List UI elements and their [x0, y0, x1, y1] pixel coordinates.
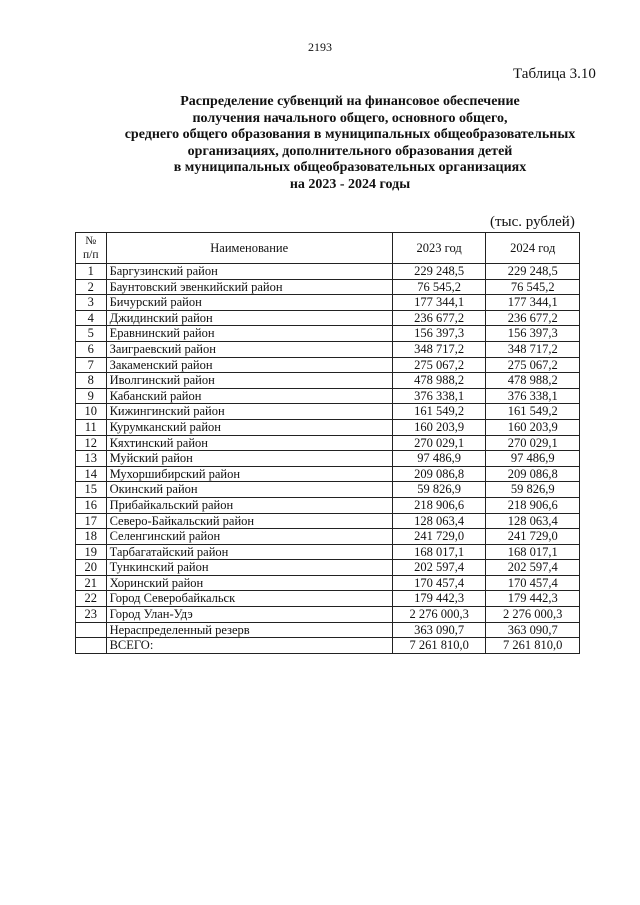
cell-num: 8: [76, 373, 107, 389]
title-line: на 2023 - 2024 годы: [289, 176, 411, 192]
table-row: [76, 466, 580, 482]
cell-name: Заиграевский район: [106, 341, 392, 357]
cell-2023: 241 729,0: [392, 529, 486, 545]
title-line: получения начального общего, основного общего,: [192, 110, 508, 126]
table-row: [76, 264, 580, 280]
table-row: [76, 513, 580, 529]
table-row: [76, 419, 580, 435]
cell-2024: 209 086,8: [486, 466, 580, 482]
table-row: [76, 295, 580, 311]
cell-num: 7: [76, 357, 107, 373]
title-line: организациях, дополнительного образования детей: [187, 143, 513, 159]
cell-name: Кабанский район: [106, 388, 392, 404]
cell-2023: 376 338,1: [392, 388, 486, 404]
cell-2024: 177 344,1: [486, 295, 580, 311]
cell-name: Бичурский район: [106, 295, 392, 311]
cell-name: Баунтовский эвенкийский район: [106, 279, 392, 295]
cell-2024: 7 261 810,0: [486, 638, 580, 654]
cell-num: 6: [76, 341, 107, 357]
table-body: [76, 264, 580, 654]
table-row: [76, 373, 580, 389]
table-row: [76, 482, 580, 498]
cell-num: 21: [76, 575, 107, 591]
cell-2023: 275 067,2: [392, 357, 486, 373]
cell-num: 11: [76, 419, 107, 435]
cell-2023: 7 261 810,0: [392, 638, 486, 654]
cell-2024: 156 397,3: [486, 326, 580, 342]
cell-2023: 161 549,2: [392, 404, 486, 420]
cell-2023: 128 063,4: [392, 513, 486, 529]
cell-2023: 179 442,3: [392, 591, 486, 607]
cell-2024: 202 597,4: [486, 560, 580, 576]
header-2023: 2023 год: [392, 233, 486, 264]
cell-2023: 2 276 000,3: [392, 607, 486, 623]
cell-2024: 275 067,2: [486, 357, 580, 373]
cell-2023: 177 344,1: [392, 295, 486, 311]
table-row: [76, 560, 580, 576]
cell-num: 3: [76, 295, 107, 311]
table-row: [76, 607, 580, 623]
cell-2024: 218 906,6: [486, 497, 580, 513]
cell-2023: 59 826,9: [392, 482, 486, 498]
cell-2023: 363 090,7: [392, 622, 486, 638]
cell-num: 22: [76, 591, 107, 607]
cell-num: 5: [76, 326, 107, 342]
cell-2023: 348 717,2: [392, 341, 486, 357]
cell-name: Курумканский район: [106, 419, 392, 435]
subvention-table: [75, 232, 580, 654]
header-num: [76, 233, 107, 264]
cell-num: 14: [76, 466, 107, 482]
header-name: Наименование: [106, 233, 392, 264]
cell-2024: 241 729,0: [486, 529, 580, 545]
cell-name: Окинский район: [106, 482, 392, 498]
table-row: [76, 529, 580, 545]
table-row: [76, 575, 580, 591]
cell-num: 4: [76, 310, 107, 326]
title-line: Распределение субвенций на финансовое обеспечение: [180, 94, 520, 109]
cell-num: [76, 638, 107, 654]
header-num-abbr: п/п: [83, 249, 99, 261]
cell-2024: 363 090,7: [486, 622, 580, 638]
cell-2023: 170 457,4: [392, 575, 486, 591]
cell-name: Город Улан-Удэ: [106, 607, 392, 623]
table-row: [76, 388, 580, 404]
title-line: среднего общего образования в муниципальных общеобразовательных: [124, 127, 576, 142]
cell-num: 20: [76, 560, 107, 576]
cell-name: Джидинский район: [106, 310, 392, 326]
cell-name: Мухоршибирский район: [106, 466, 392, 482]
cell-num: 23: [76, 607, 107, 623]
cell-2023: 478 988,2: [392, 373, 486, 389]
cell-2023: 236 677,2: [392, 310, 486, 326]
cell-2023: 76 545,2: [392, 279, 486, 295]
table-header-row: [76, 233, 580, 264]
cell-name: Тарбагатайский район: [106, 544, 392, 560]
cell-num: 13: [76, 451, 107, 467]
cell-2024: 478 988,2: [486, 373, 580, 389]
cell-2024: 168 017,1: [486, 544, 580, 560]
cell-name: Тункинский район: [106, 560, 392, 576]
cell-2024: 128 063,4: [486, 513, 580, 529]
header-2024: 2024 год: [486, 233, 580, 264]
cell-2023: 218 906,6: [392, 497, 486, 513]
cell-2023: 160 203,9: [392, 419, 486, 435]
cell-num: 2: [76, 279, 107, 295]
header-num-symbol: №: [85, 235, 97, 247]
page-number: 2193: [308, 40, 332, 54]
cell-name: Город Северобайкальск: [106, 591, 392, 607]
cell-2023: 97 486,9: [392, 451, 486, 467]
cell-2024: 59 826,9: [486, 482, 580, 498]
cell-2024: 376 338,1: [486, 388, 580, 404]
cell-2024: 270 029,1: [486, 435, 580, 451]
cell-2023: 202 597,4: [392, 560, 486, 576]
table-row: [76, 544, 580, 560]
cell-2023: 270 029,1: [392, 435, 486, 451]
table-label: Таблица 3.10: [513, 66, 596, 82]
cell-name: ВСЕГО:: [106, 638, 392, 654]
cell-name: Баргузинский район: [106, 264, 392, 280]
document-title: [80, 94, 620, 193]
cell-2023: 209 086,8: [392, 466, 486, 482]
cell-2024: 161 549,2: [486, 404, 580, 420]
cell-2024: 2 276 000,3: [486, 607, 580, 623]
table-row: [76, 341, 580, 357]
table-row: [76, 357, 580, 373]
table-row: [76, 310, 580, 326]
cell-name: Кяхтинский район: [106, 435, 392, 451]
units-note: (тыс. рублей): [490, 214, 575, 230]
cell-2024: 348 717,2: [486, 341, 580, 357]
cell-name: Нераспределенный резерв: [106, 622, 392, 638]
cell-name: Кижингинский район: [106, 404, 392, 420]
cell-name: Северо-Байкальский район: [106, 513, 392, 529]
cell-num: 16: [76, 497, 107, 513]
cell-2024: 97 486,9: [486, 451, 580, 467]
table-row: [76, 451, 580, 467]
cell-name: Селенгинский район: [106, 529, 392, 545]
cell-num: 12: [76, 435, 107, 451]
table-row: [76, 591, 580, 607]
cell-2024: 236 677,2: [486, 310, 580, 326]
cell-2024: 76 545,2: [486, 279, 580, 295]
cell-name: Еравнинский район: [106, 326, 392, 342]
cell-2024: 229 248,5: [486, 264, 580, 280]
cell-num: 18: [76, 529, 107, 545]
cell-2023: 229 248,5: [392, 264, 486, 280]
cell-name: Хоринский район: [106, 575, 392, 591]
cell-name: Иволгинский район: [106, 373, 392, 389]
title-line: в муниципальных общеобразовательных организациях: [173, 160, 527, 175]
cell-num: 10: [76, 404, 107, 420]
cell-num: 17: [76, 513, 107, 529]
cell-name: Закаменский район: [106, 357, 392, 373]
cell-2024: 170 457,4: [486, 575, 580, 591]
table-row: [76, 638, 580, 654]
cell-name: Муйский район: [106, 451, 392, 467]
cell-2023: 168 017,1: [392, 544, 486, 560]
cell-num: 15: [76, 482, 107, 498]
table-row: [76, 326, 580, 342]
cell-2023: 156 397,3: [392, 326, 486, 342]
table-row: [76, 404, 580, 420]
cell-name: Прибайкальский район: [106, 497, 392, 513]
cell-num: 19: [76, 544, 107, 560]
cell-num: 1: [76, 264, 107, 280]
cell-num: [76, 622, 107, 638]
table-row: [76, 279, 580, 295]
table-row: [76, 497, 580, 513]
table-row: [76, 435, 580, 451]
cell-2024: 179 442,3: [486, 591, 580, 607]
table-row: [76, 622, 580, 638]
cell-2024: 160 203,9: [486, 419, 580, 435]
cell-num: 9: [76, 388, 107, 404]
